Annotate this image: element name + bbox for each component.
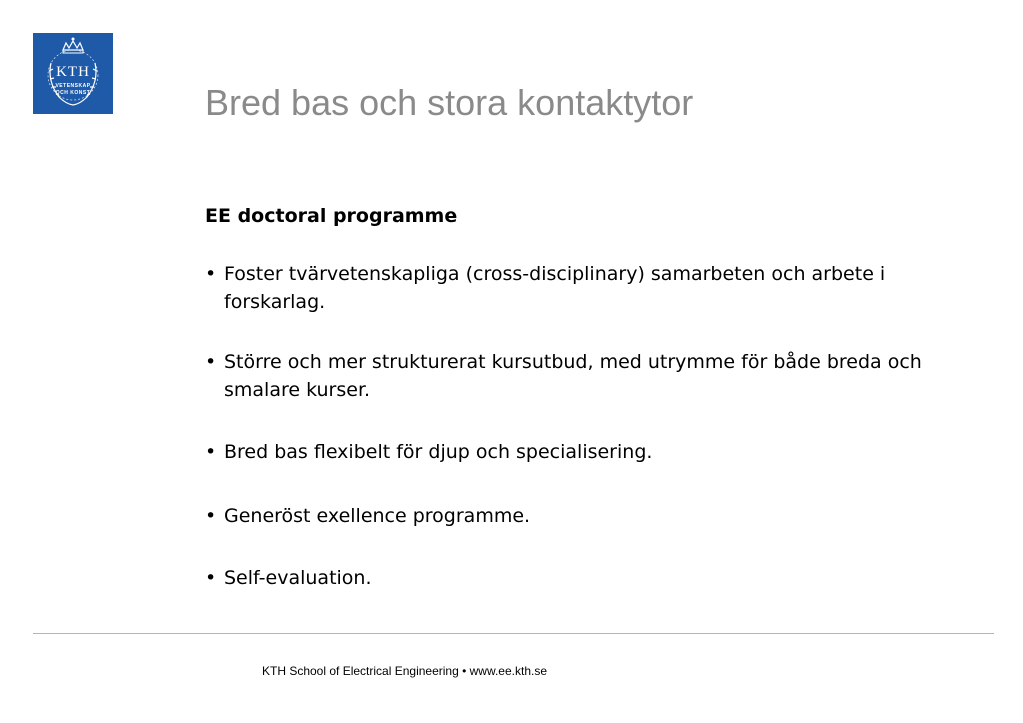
logo-wordmark: KTH bbox=[56, 64, 90, 80]
footer-divider bbox=[33, 633, 994, 634]
slide-subtitle: EE doctoral programme bbox=[205, 205, 458, 227]
slide-title: Bred bas och stora kontaktytor bbox=[205, 82, 694, 123]
bullet-item bbox=[205, 438, 964, 466]
bullet-item bbox=[205, 260, 964, 316]
bullet-item bbox=[205, 348, 964, 404]
bullet-dot: • bbox=[205, 441, 217, 463]
bullet-text: Self-evaluation. bbox=[224, 567, 372, 589]
bullet-text: Generöst exellence programme. bbox=[224, 505, 531, 527]
bullet-text: Foster tvärvetenskapliga (cross-disciplinary) samarbeten och arbete i forskarlag. bbox=[224, 263, 886, 313]
logo-motto-line2: OCH KONST bbox=[55, 90, 91, 96]
footer-text: KTH School of Electrical Engineering • www.ee.kth.se bbox=[262, 664, 547, 678]
kth-logo bbox=[33, 33, 113, 114]
bullet-dot: • bbox=[205, 567, 217, 589]
bullet-dot: • bbox=[205, 505, 217, 527]
bullet-text: Större och mer strukturerat kursutbud, med utrymme för både breda och smalare kurser. bbox=[224, 351, 922, 401]
bullet-dot: • bbox=[205, 351, 217, 373]
bullet-item bbox=[205, 564, 964, 592]
bullet-item bbox=[205, 502, 964, 530]
logo-motto-line1: VETENSKAP bbox=[55, 83, 91, 89]
bullet-text: Bred bas flexibelt för djup och specialisering. bbox=[224, 441, 653, 463]
bullet-dot: • bbox=[205, 263, 217, 285]
